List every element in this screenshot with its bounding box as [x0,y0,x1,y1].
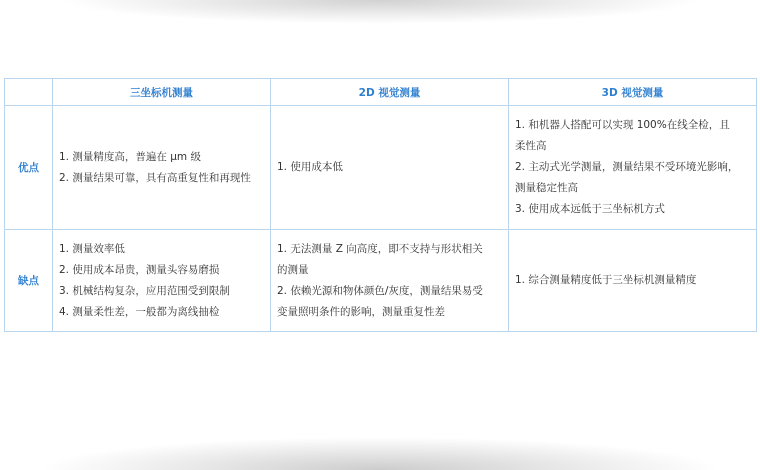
text-line: 变量照明条件的影响，测量重复性差 [277,305,445,318]
row-label-disadvantages: 缺点 [5,230,53,332]
cell-cmm-advantages [53,106,271,230]
cell-2d-advantages [271,106,509,230]
text-line: 1. 测量精度高，普遍在 μm 级 [59,150,201,163]
cell-2d-disadvantages [271,230,509,332]
cell-cmm-disadvantages [53,230,271,332]
comparison-table [4,78,757,332]
table-row-disadvantages [5,230,757,332]
text-line: 3. 使用成本远低于三坐标机方式 [515,203,665,215]
cell-3d-advantages [509,106,757,230]
text-line: 1. 测量效率低 [59,242,125,255]
text-line: 2. 测量结果可靠，具有高重复性和再现性 [59,171,251,184]
text-line: 1. 综合测量精度低于三坐标机测量精度 [515,274,697,286]
header-corner-cell [5,79,53,106]
table-header-row [5,79,757,106]
text-line: 2. 主动式光学测量，测量结果不受环境光影响， [515,161,739,173]
header-cmm-measurement: 三坐标机测量 [53,79,271,106]
row-label-advantages: 优点 [5,106,53,230]
header-2d-vision-measurement: 2D 视觉测量 [271,79,509,106]
text-line: 4. 测量柔性差，一般都为离线抽检 [59,305,220,318]
top-shadow-decoration [0,0,760,34]
text-line: 1. 使用成本低 [277,161,343,173]
text-line: 1. 无法测量 Z 向高度，即不支持与形状相关 [277,242,483,255]
text-line: 2. 依赖光源和物体颜色/灰度，测量结果易受 [277,284,483,297]
text-line: 3. 机械结构复杂，应用范围受到限制 [59,284,230,297]
table-row-advantages [5,106,757,230]
text-line: 测量稳定性高 [515,182,578,194]
header-3d-vision-measurement: 3D 视觉测量 [509,79,757,106]
bottom-shadow-decoration [0,424,760,470]
cell-3d-disadvantages [509,230,757,332]
text-line: 1. 和机器人搭配可以实现 100%在线全检，且 [515,119,730,131]
text-line: 柔性高 [515,140,547,152]
text-line: 的测量 [277,263,309,276]
text-line: 2. 使用成本昂贵，测量头容易磨损 [59,263,220,276]
